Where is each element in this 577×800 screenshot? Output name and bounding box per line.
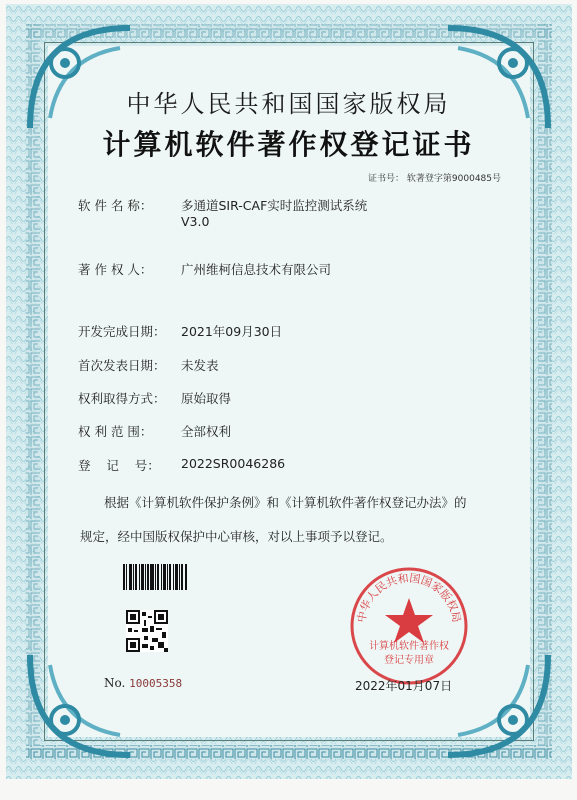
field-registration-number (78, 456, 285, 474)
field-value: 2021年09月30日 (181, 324, 283, 339)
field-label: 软 件 名 称： (78, 198, 153, 213)
field-label: 权利取得方式： (78, 391, 166, 406)
field-label: 权 利 范 围： (78, 424, 153, 439)
field-rights-scope (78, 422, 231, 440)
certificate-title: 计算机软件著作权登记证书 (102, 128, 475, 161)
serial-value: 10005358 (129, 677, 183, 690)
official-seal (348, 565, 470, 687)
barcode (123, 564, 187, 590)
corner-ornament-top-left (20, 18, 140, 138)
statement-line-2: 规定，经中国版权保护中心审核，对以上事项予以登记。 (80, 529, 393, 544)
star-icon (385, 598, 433, 643)
statement-line-1: 根据《计算机软件保护条例》和《计算机软件著作权登记办法》的 (104, 495, 467, 510)
field-value: 原始取得 (181, 391, 232, 406)
field-label: 首次发表日期： (78, 358, 166, 373)
field-value: 全部权利 (181, 424, 232, 439)
serial-number (104, 676, 182, 690)
seal-line-2: 登记专用章 (384, 655, 434, 666)
field-label: 著 作 权 人： (78, 262, 153, 277)
field-first-publication-date (78, 356, 219, 374)
corner-ornament-bottom-left (20, 645, 140, 765)
corner-ornament-top-right (438, 18, 558, 138)
qr-code (126, 610, 168, 652)
field-software-name (78, 196, 367, 229)
field-completion-date (78, 322, 282, 340)
certificate-number: 证书号： 软著登字第9000485号 (368, 174, 501, 184)
field-value: 多通道SIR-CAF实时监控测试系统 (181, 198, 368, 213)
serial-prefix: No. (104, 676, 126, 690)
field-acquisition-method (78, 389, 231, 407)
issue-date: 2022年01月07日 (355, 679, 453, 693)
field-value: 2022SR0046286 (181, 456, 286, 471)
field-value-version: V3.0 (181, 214, 210, 229)
field-copyright-owner (78, 260, 331, 278)
issuing-authority: 中华人民共和国国家版权局 (126, 90, 451, 118)
field-label: 登 记 号： (78, 458, 160, 473)
seal-ring-text: 中华人民共和国国家版权局 (354, 571, 464, 624)
field-value: 未发表 (181, 358, 219, 373)
seal-line-1: 计算机软件著作权 (369, 641, 449, 652)
field-label: 开发完成日期： (78, 324, 166, 339)
field-value: 广州维柯信息技术有限公司 (181, 262, 332, 277)
